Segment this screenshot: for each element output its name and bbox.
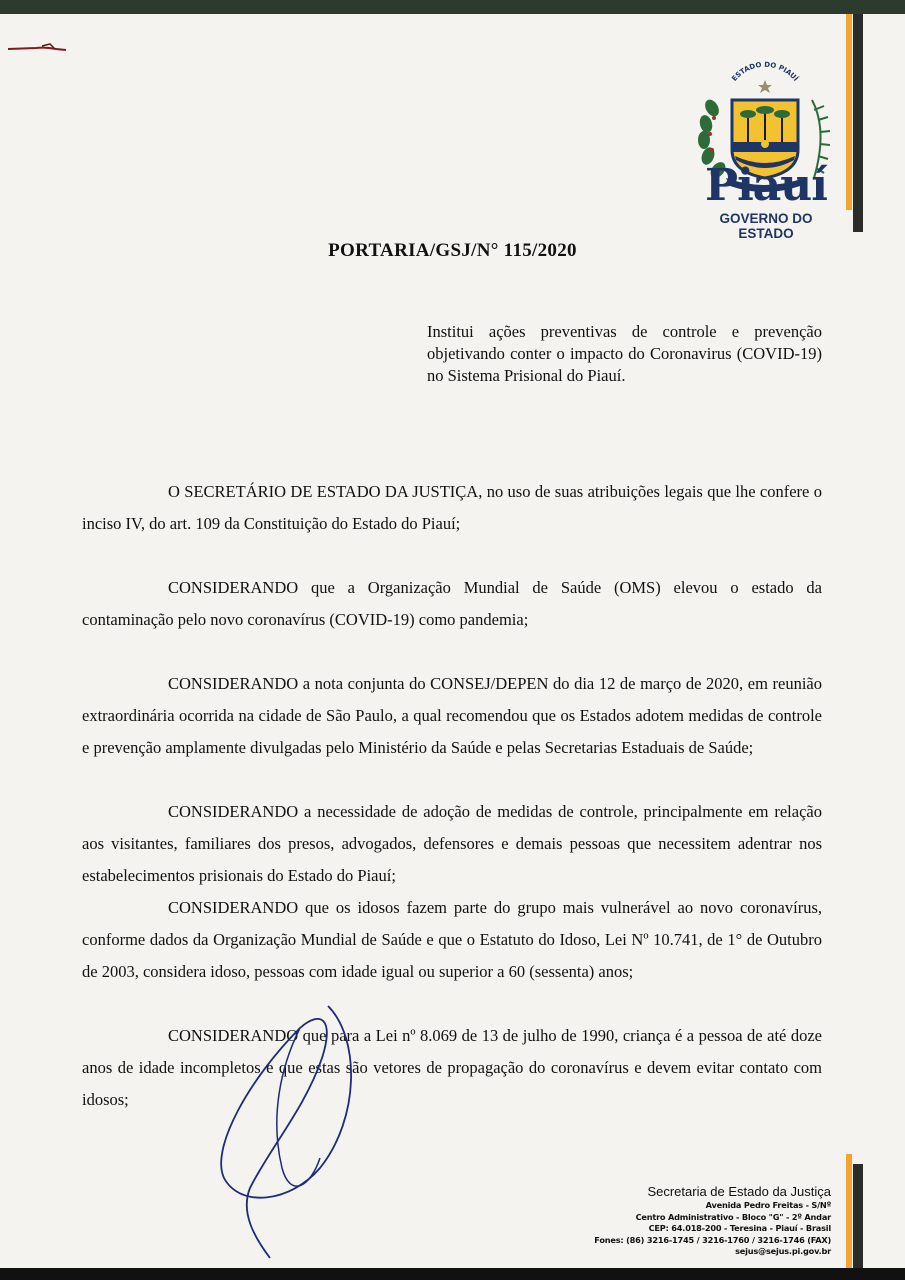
- footer-address-block: [594, 1184, 831, 1258]
- footer-cep: CEP: 64.018-200 - Teresina - Piauí - Brasil: [648, 1223, 831, 1233]
- footer-building: Centro Administrativo - Bloco "G" - 2º Andar: [635, 1211, 831, 1222]
- brand-subtitle: GOVERNO DO ESTADO: [719, 211, 813, 241]
- paragraph-considerando-4: CONSIDERANDO que os idosos fazem parte do grupo mais vulnerável ao novo coronavírus, conforme dados da Organização Mundial de Saúde e que o Estatuto do Idoso, Lei Nº 10.741, de 1° de Outubro de 2003, considera idoso, pessoas com idade igual ou superior a 60 (sessenta) anos;: [82, 898, 822, 981]
- paragraph-considerando-2: CONSIDERANDO a nota conjunta do CONSEJ/DEPEN do dia 12 de março de 2020, em reunião extraordinária ocorrida na cidade de São Paulo, a qual recomendou que os Estados adotem medidas de controle e prevenção amplamente divulgadas pelo Ministério da Saúde e pelas Secretarias Estaduais de Saúde;: [82, 674, 822, 757]
- emblem-text: ESTADO DO PIAUÍ: [730, 60, 800, 83]
- footer-address: Avenida Pedro Freitas - S/Nº: [705, 1200, 831, 1210]
- accent-stripe-top: [846, 14, 852, 210]
- footer-email: sejus@sejus.pi.gov.br: [735, 1246, 831, 1256]
- document-ementa: Institui ações preventivas de controle e prevenção objetivando conter o impacto do Coronavirus (COVID-19) no Sistema Prisional do Piauí.: [427, 322, 822, 385]
- document-page: [0, 14, 905, 1268]
- dark-stripe-bottom: [853, 1164, 863, 1268]
- paragraph-considerando-5: CONSIDERANDO que para a Lei nº 8.069 de 13 de julho de 1990, criança é a pessoa de até doze anos de idade incompletos e que estas são vetores de propagação do coronavírus e devem evitar contato com idosos;: [82, 1026, 822, 1109]
- handwritten-signature: [210, 998, 380, 1268]
- footer-phones: Fones: (86) 3216-1745 / 3216-1760 / 3216-1746 (FAX): [594, 1234, 831, 1245]
- paragraph-considerando-1: CONSIDERANDO que a Organização Mundial de Saúde (OMS) elevou o estado da contaminação pelo novo coronavírus (COVID-19) como pandemia;: [82, 578, 822, 629]
- footer-org-name: Secretaria de Estado da Justiça: [647, 1184, 831, 1199]
- bottom-edge-band: [0, 1268, 905, 1280]
- accent-stripe-bottom: [846, 1154, 852, 1268]
- document-title: PORTARIA/GSJ/N° 115/2020: [328, 240, 577, 261]
- svg-text:ESTADO DO PIAUÍ: [730, 61, 800, 83]
- top-edge-band: [0, 0, 905, 14]
- star-icon: [758, 80, 772, 93]
- pen-mark: [6, 40, 70, 56]
- brand-name: Piauí: [704, 160, 827, 211]
- dark-stripe-top: [853, 14, 863, 232]
- paragraph-considerando-3: CONSIDERANDO a necessidade de adoção de medidas de controle, principalmente em relação aos visitantes, familiares dos presos, advogados, defensores e demais pessoas que necessitem adentrar nos estabelecimentos prisionais do Estado do Piauí;: [82, 802, 822, 885]
- paragraph-preamble: O SECRETÁRIO DE ESTADO DA JUSTIÇA, no uso de suas atribuições legais que lhe confere o inciso IV, do art. 109 da Constituição do Estado do Piauí;: [82, 482, 822, 533]
